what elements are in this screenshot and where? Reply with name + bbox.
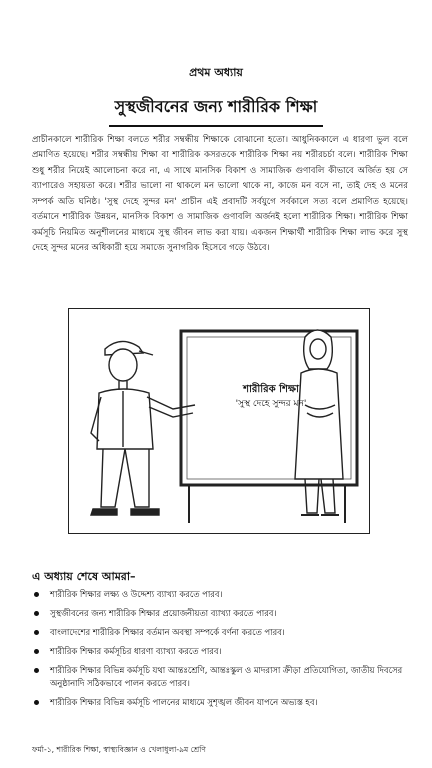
page-title: সুস্থজীবনের জন্য শারীরিক শিক্ষা xyxy=(109,92,324,127)
bullet-icon xyxy=(34,649,39,654)
objective-item xyxy=(32,607,408,620)
board-text xyxy=(211,383,331,411)
objective-text: শারীরিক শিক্ষার বিভিন্ন কর্মসূচি যথা আন্তঃশ্রেণি, আন্তঃস্কুল ও মাদরাসা ক্রীড়া প্রতিযোগিতা, জাতীয় দিবসের অনুষ্ঠানাদি সঠিকভাবে পালন করতে পারব। xyxy=(50,665,403,688)
page-footer: ফর্মা-১, শারীরিক শিক্ষা, স্বাস্থ্যবিজ্ঞান ও খেলাধুলা-৯ম শ্রেণি xyxy=(32,745,207,754)
intro-paragraph: প্রাচীনকালে শারীরিক শিক্ষা বলতে শরীর সম্বন্ধীয় শিক্ষাকে বোঝানো হতো। আধুনিককালে এ ধারণা ভুল বলে প্রমাণিত হয়েছে। শরীর সম্বন্ধীয় শিক্ষা বা শারীরিক কসরতকে শারীরিক শিক্ষা নয় শরীরচর্চা বলে। শারীরিক শিক্ষা শুধু শরীর নিয়েই আলোচনা করে না, এ সাথে মানসিক বিকাশ ও সামাজিক গুণাবলি কীভাবে অর্জিত হয় সে ব্যাপারেও সহায়তা করে। শরীর ভালো না থাকলে মন ভালো থাকে না, কাজে মন বসে না, তাই দেহ ও মনের সম্পর্ক অতি ঘনিষ্ঠ। 'সুস্থ দেহে সুন্দর মন' প্রাচীন এই প্রবাদটি সর্বযুগে সর্বকালে সত্য বলে প্রমাণিত হয়েছে। বর্তমানে শারীরিক উন্নয়ন, মানসিক বিকাশ ও সামাজিক গুণাবলি অর্জনই হলো শারীরিক শিক্ষা। শারীরিক শিক্ষা কর্মসূচি নিয়মিত অনুশীলনের মাধ্যমে সুস্থ জীবন লাভ করা যায়। একজন শিক্ষার্থী শারীরিক শিক্ষা লাভ করে সুস্থ দেহে সুন্দর মনের অধিকারী হয়ে সমাজে সুনাগরিক হিসেবে গড়ে উঠবে। xyxy=(32,134,408,254)
bullet-icon xyxy=(34,700,39,705)
bullet-icon xyxy=(34,630,39,635)
bullet-icon xyxy=(34,611,39,616)
objective-item xyxy=(32,588,408,601)
objective-text: শারীরিক শিক্ষার লক্ষ্য ও উদ্দেশ্য ব্যাখ্যা করতে পারব। xyxy=(50,589,223,599)
teacher-student-illustration xyxy=(69,309,369,533)
objective-text: শারীরিক শিক্ষার কর্মসূচির ধারণা ব্যাখ্যা করতে পারব। xyxy=(50,646,222,656)
board-line-1: শারীরিক শিক্ষা xyxy=(243,384,299,395)
objective-text: শারীরিক শিক্ষার বিভিন্ন কর্মসূচি পালনের মাধ্যমে সুশৃঙ্খল জীবন যাপনে অভ্যস্ত হব। xyxy=(50,697,318,707)
objectives-list xyxy=(32,588,408,715)
board-line-2: 'সুস্থ দেহে সুন্দর মন' xyxy=(235,399,307,409)
objective-text: সুস্থজীবনের জন্য শারীরিক শিক্ষার প্রয়োজনীয়তা ব্যাখ্যা করতে পারব। xyxy=(50,608,277,618)
objective-text: বাংলাদেশের শারীরিক শিক্ষার বর্তমান অবস্থা সম্পর্কে বর্ণনা করতে পারব। xyxy=(50,627,285,637)
objective-item xyxy=(32,696,408,709)
objective-item xyxy=(32,664,408,690)
objective-item xyxy=(32,626,408,639)
objective-item xyxy=(32,645,408,658)
bullet-icon xyxy=(34,592,39,597)
bullet-icon xyxy=(34,668,39,673)
teacher-figure xyxy=(91,341,195,515)
title-container xyxy=(0,92,432,127)
illustration-figure xyxy=(68,308,370,534)
objectives-heading: এ অধ্যায় শেষে আমরা– xyxy=(32,570,136,583)
chapter-label: প্রথম অধ্যায় xyxy=(189,66,243,79)
